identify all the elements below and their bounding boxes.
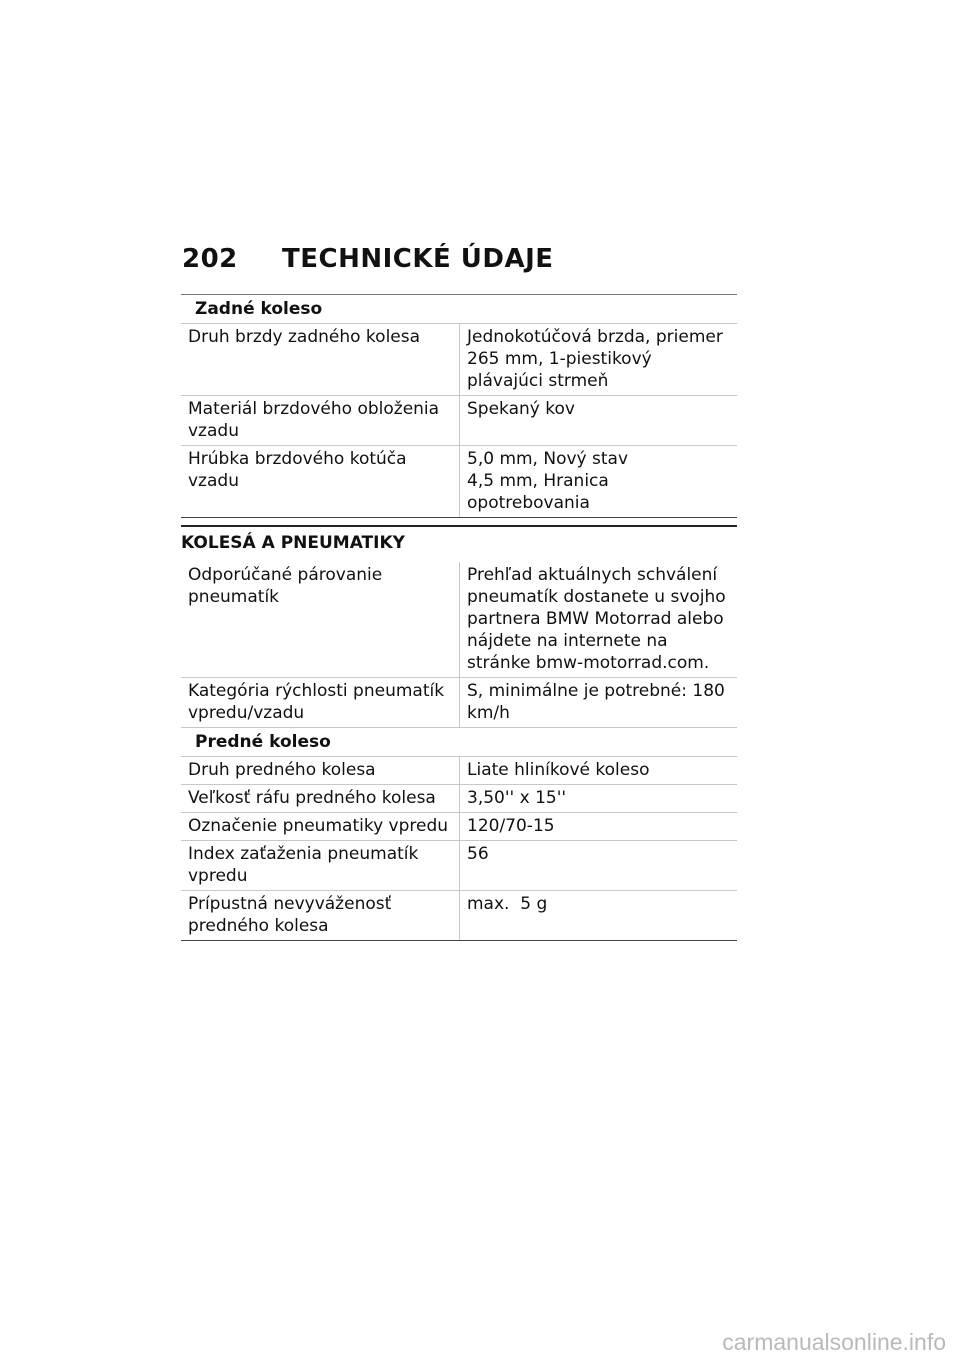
spec-value: Prehľad aktuálnych schválení pneumatík dostanete u svojho partnera BMW Motorrad alebo nájdete na internete na stránke bmw-motorrad.com. — [460, 562, 738, 678]
section-heading: KOLESÁ A PNEUMATIKY — [181, 525, 737, 553]
spec-label: Index zaťaženia pneumatík vpredu — [181, 841, 460, 891]
table-row — [181, 396, 737, 446]
rear-wheel-subheading-row — [181, 295, 737, 324]
spec-value: 120/70-15 — [460, 813, 738, 841]
table-row — [181, 841, 737, 891]
watermark: carmanualsonline.info — [722, 1329, 946, 1355]
spec-value: Jednokotúčová brzda, priemer 265 mm, 1-piestikový plávajúci strmeň — [460, 324, 738, 396]
spec-value: max. 5 g — [460, 891, 738, 941]
table-row — [181, 891, 737, 941]
table-row — [181, 785, 737, 813]
spec-value: 5,0 mm, Nový stav 4,5 mm, Hranica opotrebovania — [460, 446, 738, 518]
spec-label: Materiál brzdového obloženia vzadu — [181, 396, 460, 446]
spec-value: 56 — [460, 841, 738, 891]
spec-label: Druh predného kolesa — [181, 757, 460, 785]
table-row — [181, 562, 737, 678]
spec-label: Veľkosť ráfu predného kolesa — [181, 785, 460, 813]
spec-label: Druh brzdy zadného kolesa — [181, 324, 460, 396]
spec-value: 3,50'' x 15'' — [460, 785, 738, 813]
page-number: 202 — [182, 244, 238, 274]
page-header — [182, 244, 554, 274]
spec-value: Liate hliníkové koleso — [460, 757, 738, 785]
page-title: TECHNICKÉ ÚDAJE — [282, 244, 554, 274]
table-row — [181, 757, 737, 785]
spec-label: Kategória rýchlosti pneumatík vpredu/vzadu — [181, 678, 460, 728]
table-row — [181, 813, 737, 841]
spec-value: Spekaný kov — [460, 396, 738, 446]
wheels-tyres-table — [181, 562, 737, 941]
table-row — [181, 324, 737, 396]
spec-label: Prípustná nevyváženosť predného kolesa — [181, 891, 460, 941]
rear-wheel-table — [181, 294, 737, 518]
table-row — [181, 678, 737, 728]
rear-wheel-subheading: Zadné koleso — [181, 295, 737, 324]
table-row — [181, 446, 737, 518]
spec-label: Označenie pneumatiky vpredu — [181, 813, 460, 841]
spec-value: S, minimálne je potrebné: 180 km/h — [460, 678, 738, 728]
spec-label: Odporúčané párovanie pneumatík — [181, 562, 460, 678]
front-wheel-subheading: Predné koleso — [181, 728, 737, 757]
spec-label: Hrúbka brzdového kotúča vzadu — [181, 446, 460, 518]
front-wheel-subheading-row — [181, 728, 737, 757]
